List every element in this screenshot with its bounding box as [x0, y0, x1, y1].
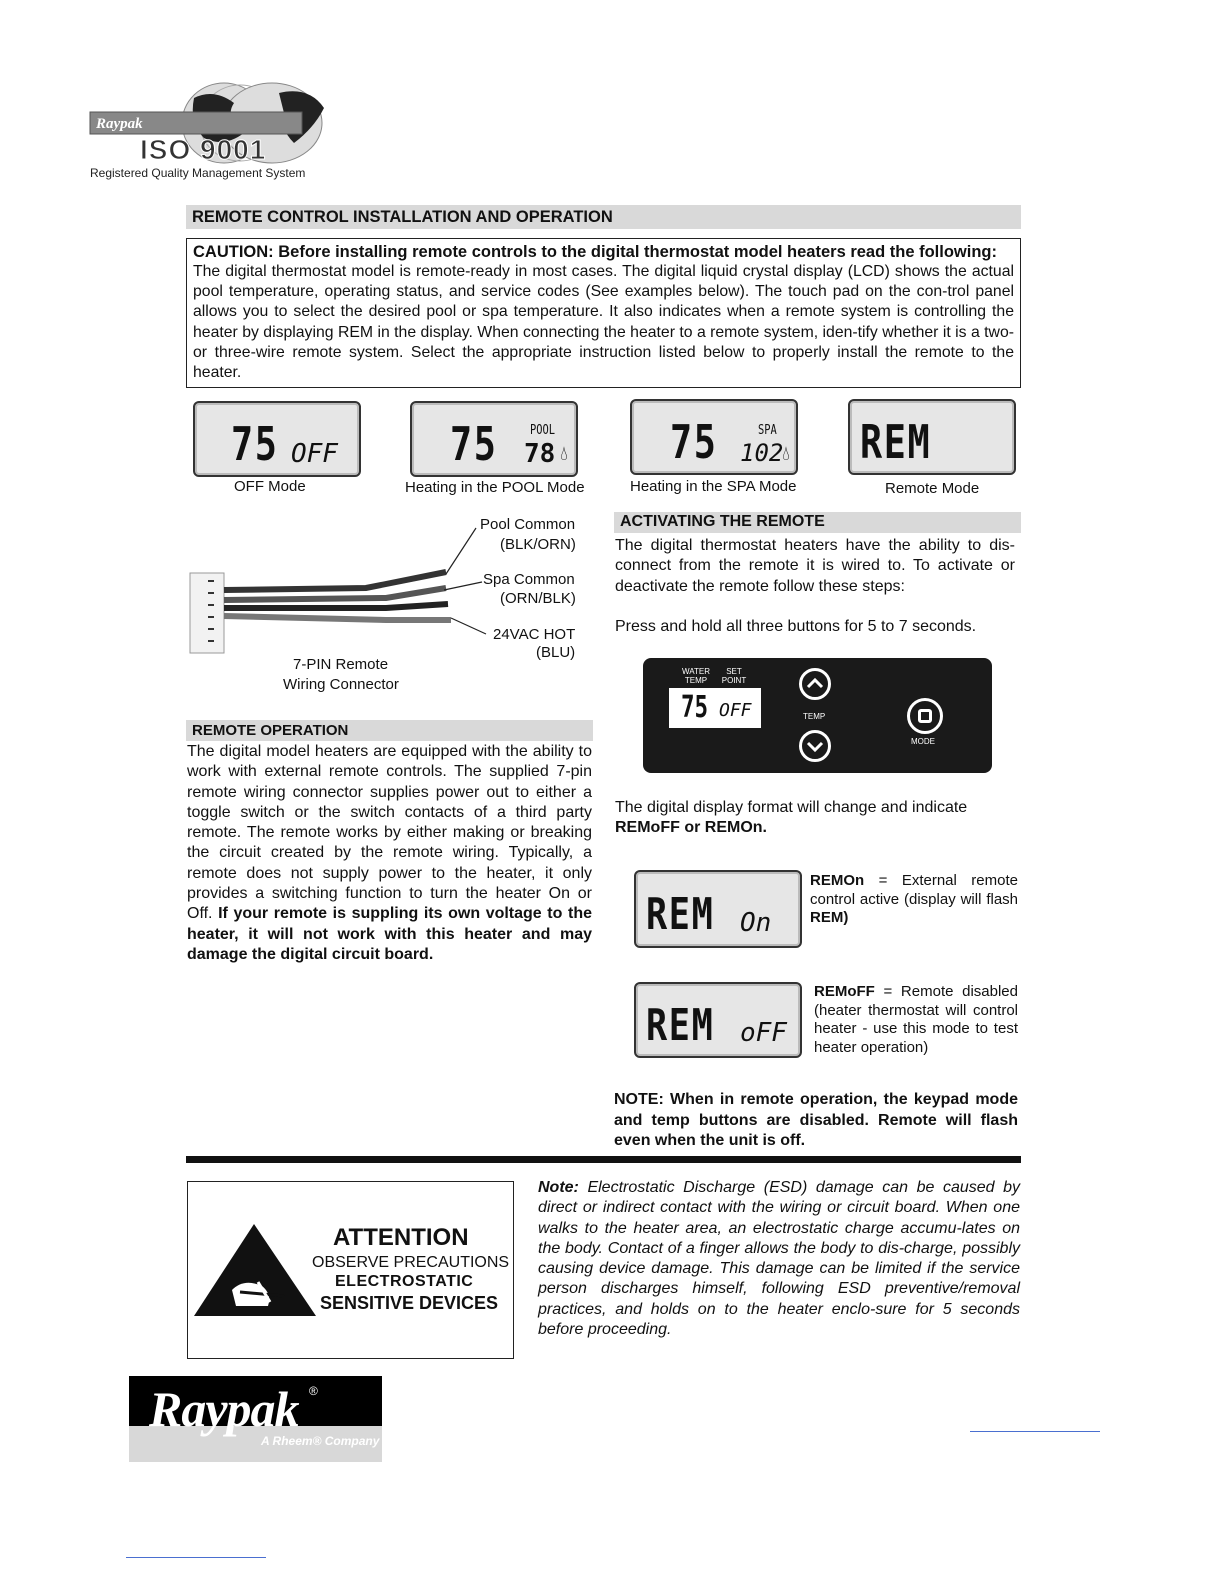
page-title: REMOTE CONTROL INSTALLATION AND OPERATION — [186, 205, 1021, 229]
lcd-pool-big: 75 — [450, 417, 498, 471]
change-text — [615, 798, 1020, 839]
chevron-up-icon — [802, 671, 828, 697]
section-divider — [186, 1156, 1021, 1163]
rem-on-term: REMOn — [810, 872, 865, 889]
mode-icon — [918, 709, 932, 723]
caution-body: The digital thermostat model is remote-ready in most cases. The digital liquid crystal display (LCD) shows the actual pool temperature, operating status, and service codes (See examples below). The touch pad on the con-trol panel allows you to select the desired pool or spa temperature. It also indicates when a remote system is controlling the heater by displaying REM in the display. When connecting the heater to a remote system, iden-tify whether it is a two- or three-wire remote system. Select the appropriate instruction listed below to properly install the remote to the heater. — [193, 263, 1014, 382]
esd-note-body: Electrostatic Discharge (ESD) damage can be caused by direct or indirect contact with the wiring or circuit board. When one walks to the heater area, an electrostatic charge accumu-lates on the body. Contact of a finger allows the body to dis-charge, possibly causing device damage. This damage can be limited if the service person discharges himself, following ESD preventive/removal practices, and holds on to the heater enclo-sure for 5 seconds before proceeding. — [538, 1179, 1020, 1339]
esd-warning-icon — [192, 1220, 322, 1320]
caption-off-mode: OFF Mode — [234, 478, 306, 495]
activating-heading: ACTIVATING THE REMOTE — [614, 512, 1021, 533]
footer-logo — [129, 1376, 382, 1462]
attention-line1: OBSERVE PRECAUTIONS — [312, 1254, 510, 1271]
rem-off-desc — [814, 983, 1018, 1057]
remote-operation-text: The digital model heaters are equipped with the ability to work with external remote controls. The supplied 7-pin remote wiring connector supplies power out to either a toggle switch or the switch contacts of a third party remote. The remote works by either making or breaking the circuit created by the remote wiring. Typically, a remote does not supply power to the heater, it only provides a switching function to turn the heater On or Off. — [187, 743, 592, 923]
svg-text:Raypak: Raypak — [96, 116, 143, 132]
lcd-off-mode — [193, 401, 361, 477]
change-text-body: The digital display format will change and indicate — [615, 799, 968, 816]
lcd-pool-small: 78 — [524, 439, 556, 469]
caption-spa-mode: Heating in the SPA Mode — [630, 478, 797, 495]
caution-box — [186, 238, 1021, 388]
temp-up-button[interactable] — [799, 668, 831, 700]
footer-rule-left — [126, 1557, 266, 1558]
wire-24vac: 24VAC HOT — [493, 626, 576, 643]
remote-operation-warning: If your remote is suppling its own voltage to the heater, it will not work with this heater and may damage the digital circuit board. — [187, 905, 592, 963]
change-text-bold: REMoFF or REMOn. — [615, 819, 767, 837]
lcd-remote-big: REM — [860, 415, 932, 469]
iso-logo — [84, 78, 328, 186]
lcd-rem-off-big: REM — [646, 1000, 715, 1051]
panel-lcd-big: 75 — [681, 690, 709, 725]
lcd-rem-off-small: oFF — [740, 1018, 787, 1048]
footer-reg: ® — [309, 1384, 318, 1398]
chevron-down-icon — [802, 733, 828, 759]
lcd-spa-label: SPA — [758, 423, 777, 438]
caption-remote-mode: Remote Mode — [885, 480, 980, 497]
rem-off-text: = Remote disabled (heater thermostat will control heater - use this mode to test heater operation) — [814, 983, 1018, 1056]
iso-text: ISO 9001 — [140, 134, 267, 165]
lcd-rem-on — [634, 870, 802, 948]
caption-pool-mode: Heating in the POOL Mode — [405, 479, 585, 496]
wire-pool-common-color: (BLK/ORN) — [500, 536, 576, 553]
esd-note — [538, 1178, 1020, 1340]
lcd-spa-big: 75 — [670, 415, 718, 469]
footer-subtitle: A Rheem® Company — [261, 1434, 380, 1448]
lcd-remote-mode — [848, 399, 1016, 475]
caution-heading: CAUTION: Before installing remote controls to the digital thermostat model heaters read the following: — [193, 243, 997, 261]
attention-line2: ELECTROSTATIC — [335, 1273, 474, 1290]
rem-on-desc — [810, 872, 1018, 928]
activating-step: Press and hold all three buttons for 5 to 7 seconds. — [615, 618, 977, 635]
footer-rule-right — [970, 1431, 1100, 1432]
attention-box — [187, 1181, 514, 1359]
lcd-rem-on-big: REM — [646, 889, 715, 940]
rem-on-bold: REM) — [810, 909, 849, 926]
control-panel — [643, 658, 992, 773]
water-temp-label: WATER TEMP — [682, 667, 710, 685]
lcd-pool-mode — [410, 401, 578, 477]
attention-title: ATTENTION — [333, 1224, 469, 1251]
flame-icon: 💧︎ — [560, 443, 568, 465]
wire-spa-common: Spa Common — [483, 571, 575, 588]
activating-body: The digital thermostat heaters have the ability to dis-connect from the remote it is wired to. To activate or deactivate the remote follow these steps: — [615, 537, 1015, 595]
temp-down-button[interactable] — [799, 730, 831, 762]
flame-icon: 💧︎ — [782, 443, 790, 465]
lcd-off-small: OFF — [291, 439, 338, 469]
set-point-label: SET POINT — [721, 667, 747, 685]
mode-label: MODE — [911, 737, 935, 746]
footer-brand: Raypak — [149, 1381, 299, 1437]
wire-24vac-color: (BLU) — [536, 644, 576, 661]
connector-caption-2: Wiring Connector — [283, 676, 399, 693]
lcd-off-big: 75 — [231, 417, 279, 471]
rem-off-term: REMoFF — [814, 983, 875, 1000]
lcd-pool-label: POOL — [530, 423, 556, 438]
temp-label: TEMP — [803, 712, 826, 721]
mode-button[interactable] — [907, 698, 943, 734]
panel-lcd-small: OFF — [719, 700, 752, 721]
wire-pool-common: Pool Common — [480, 516, 576, 533]
lcd-rem-off — [634, 982, 802, 1058]
connector-caption-1: 7-PIN Remote — [293, 656, 389, 673]
remote-note: NOTE: When in remote operation, the keypad mode and temp buttons are disabled. Remote will flash even when the unit is off. — [614, 1091, 1018, 1149]
lcd-spa-mode — [630, 399, 798, 475]
esd-note-label: Note: — [538, 1179, 579, 1196]
panel-lcd — [669, 688, 761, 728]
iso-registered: Registered Quality Management System — [90, 166, 306, 180]
connector-diagram — [186, 510, 586, 695]
lcd-rem-on-small: On — [740, 908, 772, 938]
attention-line3: SENSITIVE DEVICES — [320, 1293, 499, 1313]
wire-spa-common-color: (ORN/BLK) — [500, 590, 576, 607]
lcd-spa-small: 102 — [740, 439, 784, 467]
remote-operation-body — [187, 742, 592, 965]
rem-on-text: = External remote control active (display will flash — [810, 872, 1018, 908]
remote-operation-heading: REMOTE OPERATION — [186, 720, 593, 741]
